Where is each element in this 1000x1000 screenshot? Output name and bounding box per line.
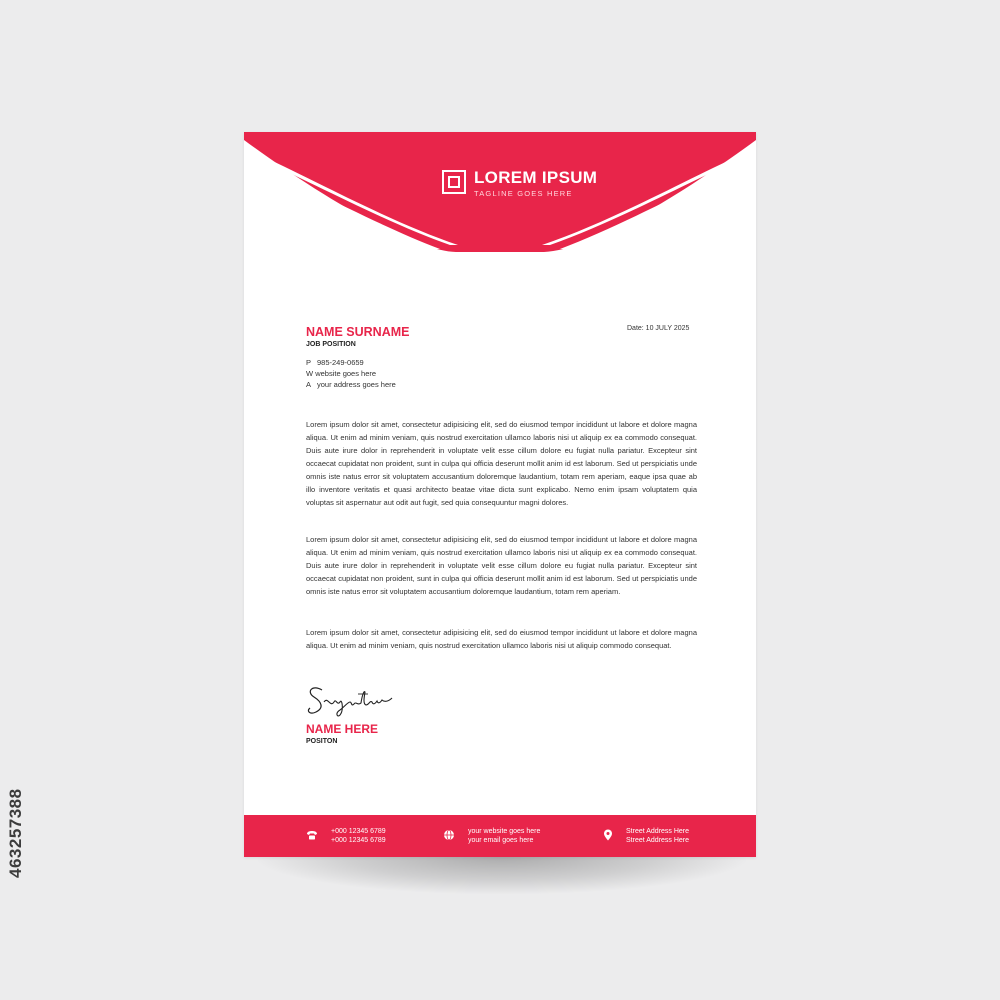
company-name: LOREM IPSUM	[474, 168, 598, 187]
footer-phones: +000 12345 6789 +000 12345 6789	[331, 828, 386, 844]
page-shadow	[258, 852, 746, 894]
phone-icon	[306, 829, 318, 841]
contact-phone: P 985-249-0659	[306, 358, 364, 367]
globe-icon	[443, 829, 455, 841]
footer-bar	[244, 815, 756, 857]
body-paragraph-3: Lorem ipsum dolor sit amet, consectetur adipisicing elit, sed do eiusmod tempor incididunt ut labore et dolore magna aliqua. Ut enim ad minim veniam, quis nostrud exercitation ullamco laboris nisi ut aliquip commodo consequat.	[306, 628, 697, 650]
company-logo	[442, 169, 597, 199]
footer-address: Street Address Here Street Address Here	[626, 828, 690, 844]
letterhead-page	[244, 132, 756, 857]
body-paragraph-1: Lorem ipsum dolor sit amet, consectetur adipisicing elit, sed do eiusmod tempor incididunt ut labore et dolore magna aliqua. Ut enim ad minim veniam, quis nostrud exercitation ullamco laboris nisi ut aliquip ex ea commodo consequat. Duis aute irure dolor in reprehenderit in voluptate velit esse cillum dolore eu fugiat nulla pariatur. Excepteur sint occaecat cupidatat non proident, sunt in culpa qui officia deserunt mollit anim id est laborum. Sed ut perspiciatis unde omnis iste natus error sit voluptatem accusantium doloremque laudantium, totam rem aperiam, eaque ipsa quae ab illo inventore veritatis et quasi architecto beatae vitae dicta sunt explicabo. Nemo enim ipsam voluptatem quia voluptas sit aspernatur aut odit aut fugit, sed quia consequuntur magni dolores.	[306, 420, 697, 507]
sender-name: NAME SURNAME	[306, 325, 410, 339]
contact-address: A your address goes here	[306, 380, 396, 389]
footer-web: your website goes here your email goes here	[468, 828, 541, 844]
signatory-name: NAME HERE	[306, 722, 379, 736]
company-tagline: TAGLINE GOES HERE	[474, 189, 573, 198]
location-pin-icon	[602, 829, 614, 841]
signatory-position: POSITON	[306, 738, 338, 745]
body-paragraph-2: Lorem ipsum dolor sit amet, consectetur adipisicing elit, sed do eiusmod tempor incididunt ut labore et dolore magna aliqua. Ut enim ad minim veniam, quis nostrud exercitation ullamco laboris nisi ut aliquip ex ea commodo consequat. Duis aute irure dolor in reprehenderit in voluptate velit esse cillum dolore eu fugiat nulla pariatur. Excepteur sint occaecat cupidatat non proident, sunt in culpa qui officia deserunt mollit anim id est laborum. Sed ut perspiciatis unde omnis iste natus error sit voluptatem accusantium doloremque laudantium, totam rem aperiam.	[306, 535, 697, 596]
contact-website: W website goes here	[306, 369, 377, 378]
handwritten-signature	[304, 680, 396, 720]
sender-job-position: JOB POSITION	[306, 341, 356, 348]
square-logo-icon	[442, 170, 466, 194]
stock-id-watermark: 463257388	[6, 788, 25, 878]
letter-date: Date: 10 JULY 2025	[627, 325, 690, 332]
